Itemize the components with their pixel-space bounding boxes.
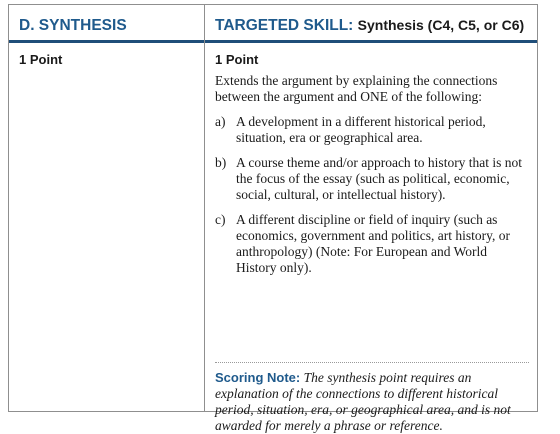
item-label: c)	[215, 212, 226, 227]
targeted-skill-label: TARGETED SKILL:	[215, 17, 354, 34]
scoring-note	[215, 370, 529, 434]
item-text: A development in a different historical period, situation, era or geographical area.	[236, 114, 486, 145]
targeted-skill-value: Synthesis (C4, C5, or C6)	[357, 17, 525, 33]
item-text: A different discipline or field of inquiry (such as economics, government and politics, art history, or anthropology) (Note: For European and World History only).	[236, 212, 510, 275]
scoring-note-body: The synthesis point requires an explanation of the connections to different historical period, situation, era, or geographical area, and is not awarded for merely a phrase or reference.	[215, 370, 511, 433]
rubric-left-column	[9, 5, 205, 411]
intro-text: Extends the argument by explaining the connections between the argument and ONE of the following:	[215, 73, 498, 104]
item-text: A course theme and/or approach to history that is not the focus of the essay (such as political, economic, social, cultural, or intellectual history).	[236, 155, 523, 202]
list-item	[215, 212, 529, 276]
section-title: D. SYNTHESIS	[19, 17, 127, 34]
targeted-skill-heading	[215, 17, 524, 35]
item-label: a)	[215, 114, 226, 129]
scoring-note-title: Scoring Note:	[215, 370, 301, 385]
right-header	[205, 5, 537, 43]
rubric-table	[8, 4, 538, 433]
item-label: b)	[215, 155, 227, 170]
rubric-right-column	[205, 5, 537, 433]
list-item	[215, 114, 529, 146]
dotted-divider	[215, 362, 529, 363]
left-header	[9, 5, 204, 43]
right-content	[215, 52, 529, 433]
right-points: 1 Point	[215, 52, 259, 67]
list-item	[215, 155, 529, 203]
left-points: 1 Point	[19, 52, 63, 67]
